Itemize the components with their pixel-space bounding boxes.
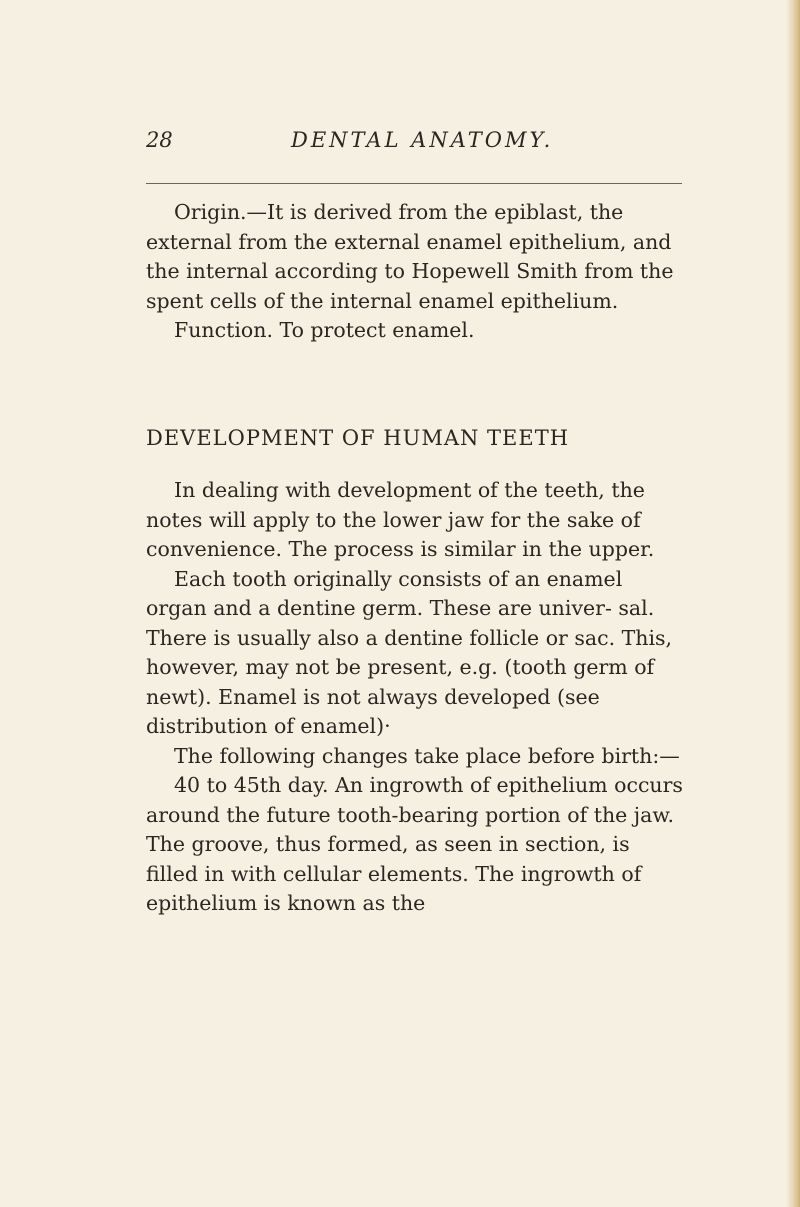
paragraph-dealing: In dealing with development of the teeth, the notes will apply to the lower jaw for the sake of convenience. The process is similar in the upper. (146, 478, 655, 561)
page-header (146, 128, 706, 158)
running-title: DENTAL ANATOMY. (291, 128, 554, 152)
page-number: 28 (146, 128, 173, 152)
paragraph-40-to-45th-day: 40 to 45th day. An ingrowth of epithelium occurs around the future tooth-bearing portion of the jaw. The groove, thus formed, as seen in section, is filled in with cellular elements. The ingrowth of epithelium is known as the (146, 773, 683, 915)
page-edge (786, 0, 800, 1207)
section-origin-function (146, 198, 686, 346)
section-heading: DEVELOPMENT OF HUMAN TEETH (146, 426, 570, 450)
function-paragraph: Function. To protect enamel. (174, 318, 475, 342)
section-development (146, 476, 686, 919)
header-rule (146, 183, 682, 184)
origin-paragraph: Origin.—It is derived from the epiblast, the external from the external enamel epithelium, and the internal according to Hopewell Smith from the spent cells of the internal enamel epithelium. (146, 200, 674, 313)
paragraph-each-tooth: Each tooth originally consists of an enamel organ and a dentine germ. These are univer- sal. There is usually also a dentine follicle or sac. This, however, may not be present, e.g. (tooth germ of newt). Enamel is not always developed (see distribution of enamel)· (146, 566, 673, 738)
paragraph-following-changes: The following changes take place before birth:— (174, 743, 680, 768)
